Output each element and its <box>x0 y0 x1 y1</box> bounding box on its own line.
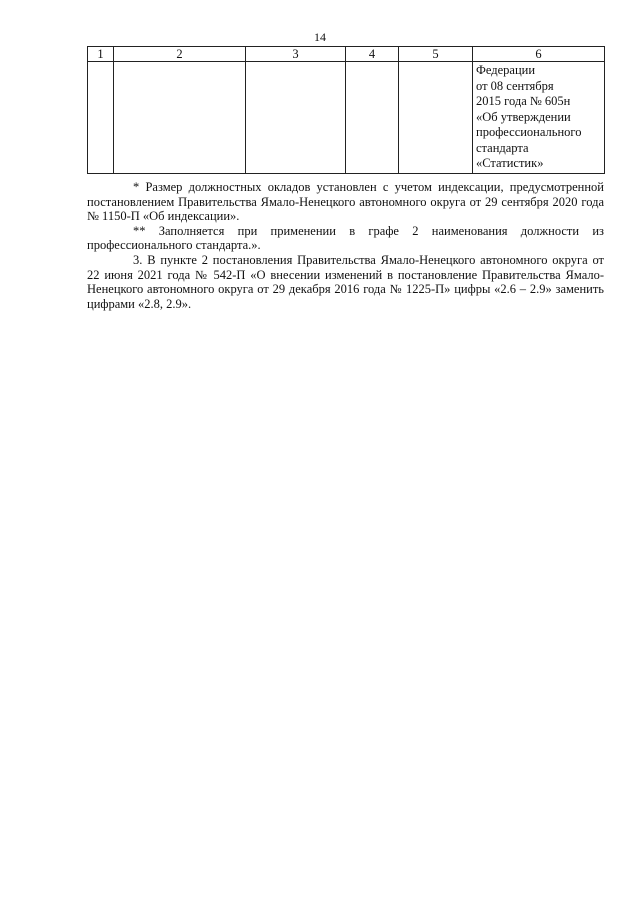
table-cell-standard-ref: Федерации от 08 сентября 2015 года № 605н «Об утверждении профессионального стандарта «Статистик» <box>473 62 605 174</box>
column-header-6: 6 <box>473 47 605 62</box>
column-header-2: 2 <box>114 47 246 62</box>
table-cell <box>346 62 399 174</box>
table-cell <box>246 62 346 174</box>
column-header-1: 1 <box>88 47 114 62</box>
footnote-salary-indexation: * Размер должностных окладов установлен с учетом индексации, предусмотренной постановлением Правительства Ямало-Ненецкого автономного округа от 29 сентября 2020 года № 1150-П «Об индексации». <box>87 180 604 224</box>
data-table <box>87 46 605 174</box>
column-header-5: 5 <box>399 47 473 62</box>
column-header-4: 4 <box>346 47 399 62</box>
table-header-row <box>88 47 605 62</box>
table-cell <box>399 62 473 174</box>
table-cell <box>88 62 114 174</box>
table-row <box>88 62 605 174</box>
footnotes-and-amendments <box>87 180 604 311</box>
amendment-paragraph-3: 3. В пункте 2 постановления Правительства Ямало-Ненецкого автономного округа от 22 июня 2021 года № 542-П «О внесении изменений в постановление Правительства Ямало-Ненецкого автономного округа от 29 декабря 2016 года № 1225-П» цифры «2.6 – 2.9» заменить цифрами «2.8, 2.9». <box>87 252 604 311</box>
table-cell <box>114 62 246 174</box>
footnote-professional-standard: ** Заполняется при применении в графе 2 наименования должности из профессионального стандарта.». <box>87 223 604 253</box>
column-header-3: 3 <box>246 47 346 62</box>
page-number: 14 <box>314 30 326 44</box>
